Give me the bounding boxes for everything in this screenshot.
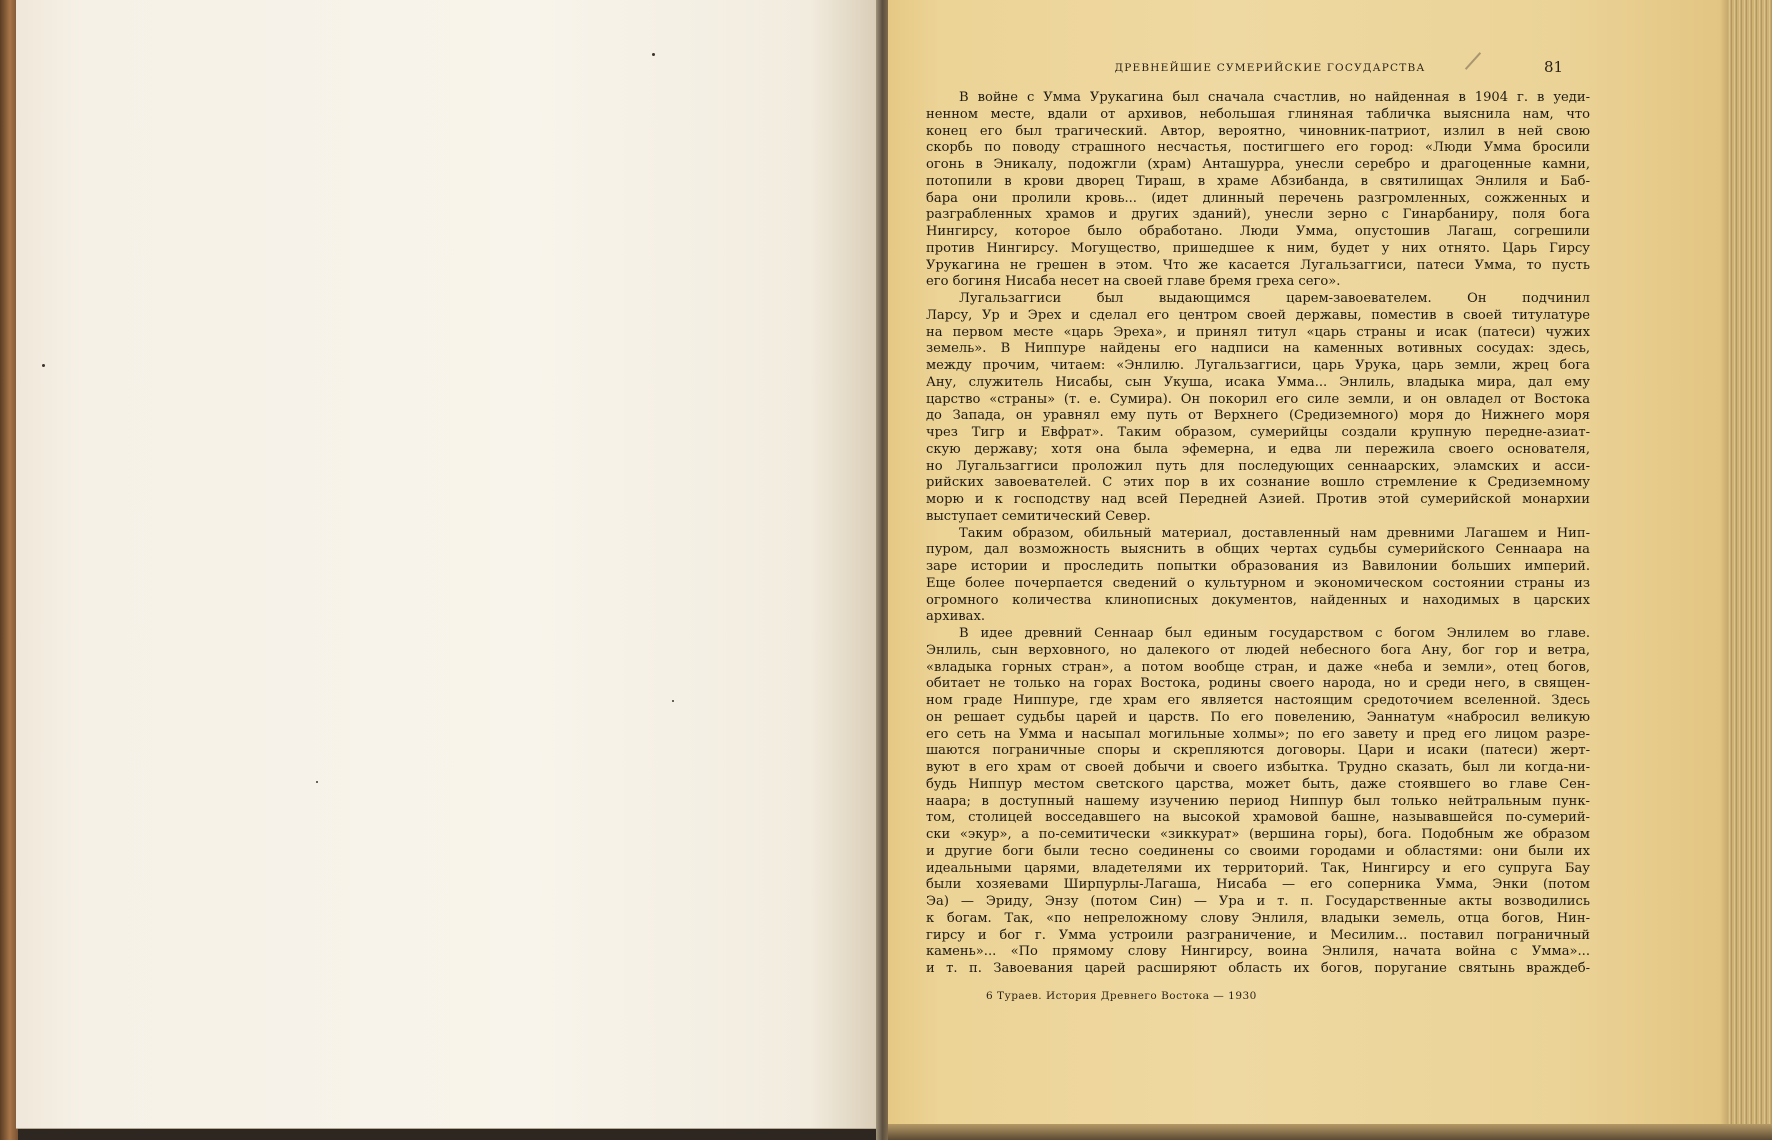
text-line: том, столицей восседавшего на высокой храмовой башне, называвшейся по-сумерий- xyxy=(926,810,1590,826)
speck xyxy=(672,700,674,702)
text-line: между прочим, читаем: «Энлилю. Лугальзаггиси, царь Урука, царь земли, жрец бога xyxy=(926,358,1590,373)
text-line: и другие боги были тесно соединены со своими городами и областями: они были их xyxy=(926,843,1590,859)
text-line: и т. п. Завоевания царей расширяют область их богов, поругание святынь враждеб- xyxy=(926,961,1590,976)
text-line: его сеть на Умма и насыпал могильные холмы»; по его завету и пред его лицом разре- xyxy=(926,726,1590,742)
text-line: вуют в его храм от своей добычи и своего избытка. Трудно сказать, был ли когда-ни- xyxy=(926,760,1590,775)
text-line: выступает семитический Север. xyxy=(926,508,1151,524)
page-block-edges xyxy=(1728,0,1772,1140)
text-line: «владыка горных стран», а потом вообще стран, и даже «неба и земли», отец богов, xyxy=(926,659,1590,675)
text-line: морю и к господству над всей Передней Азией. Против этой сумерийской монархии xyxy=(926,492,1590,507)
text-line: на первом месте «царь Эреха», и принял титул «царь страны и исак (патеси) чужих xyxy=(926,324,1590,340)
text-line: наара; в доступный нашему изучению период Ниппур был только нейтральным пунк- xyxy=(926,793,1590,809)
text-line: будь Ниппур местом светского царства, может быть, даже стоявшего во главе Сен- xyxy=(926,776,1590,792)
text-line: В идее древний Сеннаар был единым государством с богом Энлилем во главе. xyxy=(959,626,1590,641)
text-line: были хозяевами Ширпурлы-Лагаша, Нисаба — его соперника Умма, Энки (потом xyxy=(926,877,1590,893)
text-line: В войне с Умма Урукагина был сначала счастлив, но найденная в 1904 г. в уеди- xyxy=(959,90,1590,105)
text-line: пуром, дал возможность выяснить в общих чертах судьбы сумерийского Сеннаара на xyxy=(926,542,1590,558)
text-line: земель». В Ниппуре найдены его надписи на каменных вотивных сосудах: здесь, xyxy=(926,341,1590,357)
text-line: скорбь по поводу страшного несчастья, постигшего его город: «Люди Умма бросили xyxy=(926,140,1590,156)
text-line: его богиня Нисаба несет на своей главе бремя греха сего». xyxy=(926,274,1341,290)
text-line: бара они пролили кровь... (идет длинный перечень разгромленных, сожженных и xyxy=(926,190,1590,206)
text-line: огонь в Эникалу, подожгли (храм) Анташурра, унесли серебро и драгоценные камни, xyxy=(926,157,1590,172)
bottom-cover-edge xyxy=(888,1124,1772,1140)
text-line: до Запада, он уравнял ему путь от Верхнего (Средиземного) моря до Нижнего моря xyxy=(926,408,1590,424)
text-line: царство «страны» (т. е. Сумира). Он покорил его силе земли, и он овладел от Востока xyxy=(926,391,1590,407)
text-line: ненном месте, вдали от архивов, небольшая глиняная табличка выяснила нам, что xyxy=(926,106,1590,122)
text-line: против Нингирсу. Могущество, пришедшее к ним, будет у них отнято. Царь Гирсу xyxy=(926,240,1590,256)
footer-signature: 6 Тураев. История Древнего Востока — 1930 xyxy=(986,990,1257,1002)
text-line: чрез Тигр и Евфрат». Таким образом, сумерийцы создали крупную передне-азиат- xyxy=(926,425,1590,440)
text-line: Лугальзаггиси был выдающимся царем-завоевателем. Он подчинил xyxy=(959,291,1590,306)
text-line: обитает не только на горах Востока, родины своего народа, но и среди него, в священ- xyxy=(926,676,1590,692)
speck xyxy=(42,364,45,367)
text-line: потопили в крови дворец Тираш, в храме Абзибанда, в святилищах Энлиля и Баб- xyxy=(926,173,1590,189)
text-line: Таким образом, обильный материал, доставленный нам древними Лагашем и Нип- xyxy=(959,525,1590,541)
text-line: к богам. Так, «по непреложному слову Энлиля, владыки земель, отца богов, Нин- xyxy=(926,910,1590,926)
text-line: Урукагина не грешен в этом. Что же касается Лугальзаггиси, патеси Умма, то пусть xyxy=(926,257,1590,273)
blank-left-page xyxy=(16,0,878,1129)
speck xyxy=(652,53,655,56)
text-line: конец его был трагический. Автор, вероятно, чиновник-патриот, излил в ней свою xyxy=(926,123,1590,139)
text-line: Энлиль, сын верховного, но далекого от людей небесного бога Ану, бог гор и ветра, xyxy=(926,642,1590,658)
body-text xyxy=(926,90,1590,978)
text-line: он решает судьбы царей и царств. По его повелению, Эаннатум «набросил великую xyxy=(926,709,1590,725)
page-number: 81 xyxy=(1544,58,1564,76)
text-line: Ларсу, Ур и Эрех и сделал его центром своей державы, поместив в своей титулатуре xyxy=(926,307,1590,323)
text-line: архивах. xyxy=(926,609,986,625)
text-line: ном граде Ниппуре, где храм его является настоящим средоточием вселенной. Здесь xyxy=(926,693,1590,708)
text-line: Еще более почерпается сведений о культурном и экономическом состоянии страны из xyxy=(926,575,1590,591)
text-line: идеальными царями, владетелями их территорий. Так, Нингирсу и его супруга Бау xyxy=(926,860,1590,876)
text-line: огромного количества клинописных документов, найденных и находимых в царских xyxy=(926,592,1590,608)
text-line: заре истории и проследить попытки образования из Вавилонии больших империй. xyxy=(926,559,1590,574)
text-line: ски «экур», а по-семитически «зиккурат» (вершина горы), бога. Подобным же образом xyxy=(926,827,1590,842)
running-header: ДРЕВНЕЙШИЕ СУМЕРИЙСКИЕ ГОСУДАРСТВА xyxy=(1114,62,1426,74)
text-line: камень»... «По прямому слову Нингирсу, воина Энлиля, начата война с Умма»... xyxy=(926,944,1590,960)
text-line: гирсу и бог г. Умма устроили разграничение, и Месилим... поставил пограничный xyxy=(926,927,1590,943)
text-line: рийских завоевателей. С этих пор в их сознание вошло стремление к Средиземному xyxy=(926,475,1590,491)
text-line: но Лугальзаггиси проложил путь для последующих сеннаарских, эламских и асси- xyxy=(926,458,1590,474)
text-line: разграбленных храмов и других зданий), унесли зерно с Гинарбаниру, поля бога xyxy=(926,207,1590,223)
text-line: скую державу; хотя она была эфемерна, и едва ли пережила своего основателя, xyxy=(926,441,1590,457)
text-line: шаются пограничные споры и скрепляются договоры. Цари и исаки (патеси) жерт- xyxy=(926,743,1590,759)
text-line: Нингирсу, которое было обработано. Люди Умма, опустошив Лагаш, согрешили xyxy=(926,224,1590,239)
text-line: Эа) — Эриду, Энзу (потом Син) — Ура и т. п. Государственные акты возводились xyxy=(926,894,1590,909)
text-line: Ану, служитель Нисабы, сын Укуша, исака Умма... Энлиль, владыка мира, дал ему xyxy=(926,374,1590,390)
speck xyxy=(316,781,318,783)
